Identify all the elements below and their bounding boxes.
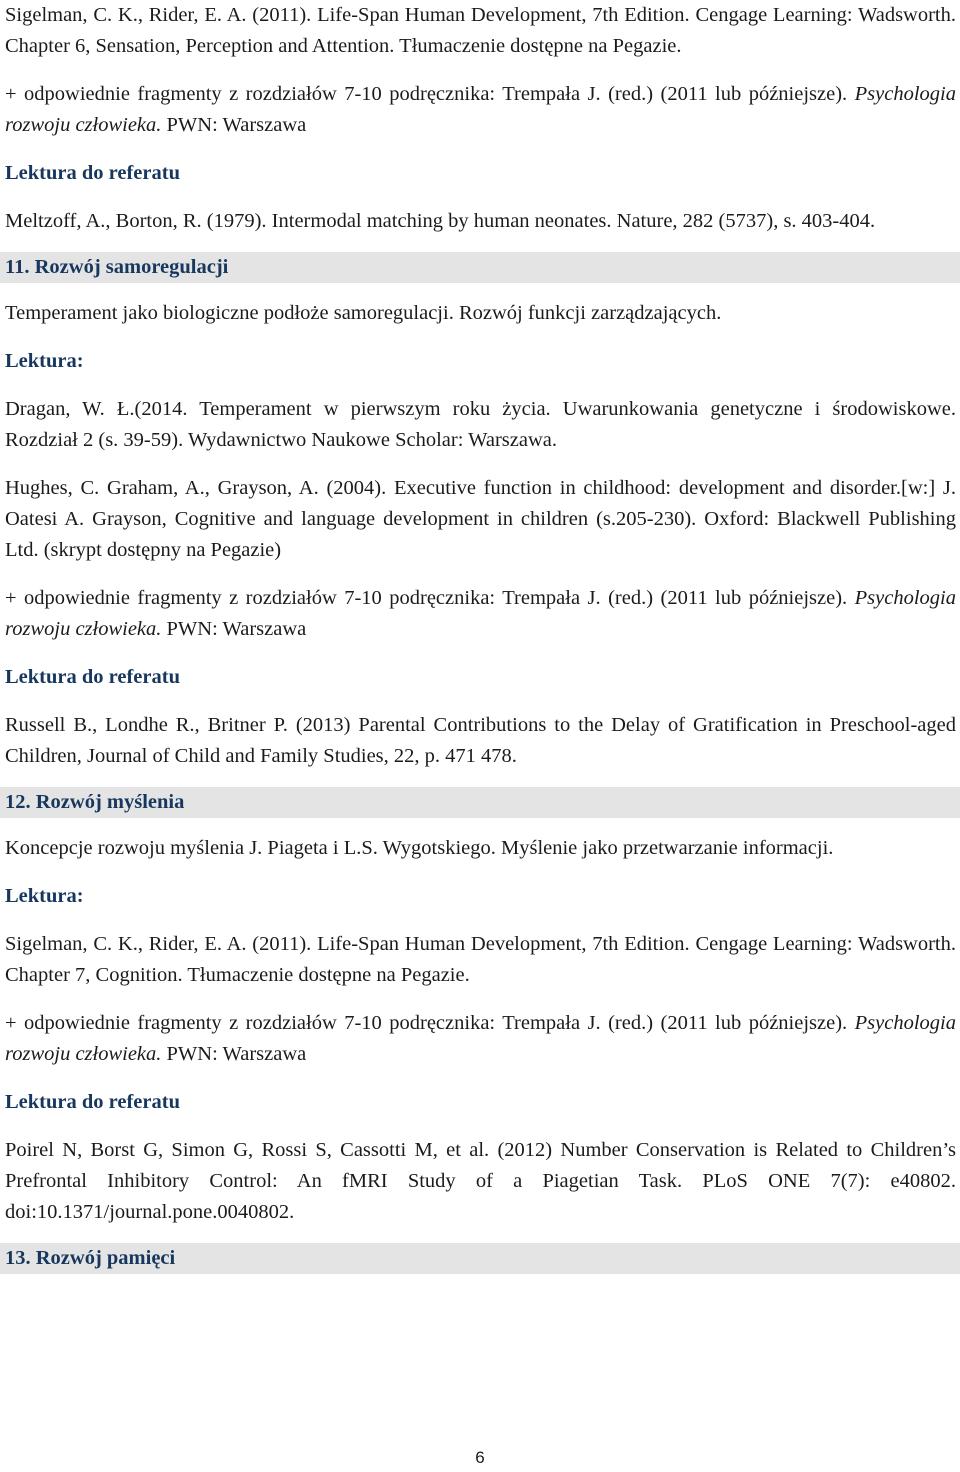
- reading-label-referat: Lektura do referatu: [5, 1091, 180, 1113]
- topic-description-12: Koncepcje rozwoju myślenia J. Piageta i L.S. Wygotskiego. Myślenie jako przetwarzanie informacji.: [5, 837, 834, 859]
- reading-label: Lektura:: [5, 350, 84, 372]
- reading-label-referat: Lektura do referatu: [5, 162, 180, 184]
- textbook-fragment-text: + odpowiednie fragmenty z rozdziałów 7-10 podręcznika: Trempała J. (red.) (2011 lub późniejsze).: [5, 1012, 855, 1034]
- reading-label: Lektura:: [5, 885, 84, 907]
- section-heading-13: 13. Rozwój pamięci: [0, 1243, 960, 1274]
- textbook-fragment-text: + odpowiednie fragmenty z rozdziałów 7-10 podręcznika: Trempała J. (red.) (2011 lub późniejsze).: [5, 83, 855, 105]
- textbook-publisher: PWN: Warszawa: [161, 1043, 307, 1065]
- reference-sigelman-ch6: Sigelman, C. K., Rider, E. A. (2011). Life-Span Human Development, 7th Edition. Cengage Learning: Wadsworth. Chapter 6, Sensation, Perception and Attention. Tłumaczenie dostępne na Pegazie.: [5, 4, 956, 57]
- reference-meltzoff: Meltzoff, A., Borton, R. (1979). Intermodal matching by human neonates. Nature, 282 (5737), s. 403-404.: [5, 210, 876, 232]
- reference-sigelman-ch7: Sigelman, C. K., Rider, E. A. (2011). Life-Span Human Development, 7th Edition. Cengage Learning: Wadsworth. Chapter 7, Cognition. Tłumaczenie dostępne na Pegazie.: [5, 933, 956, 986]
- reference-poirel: Poirel N, Borst G, Simon G, Rossi S, Cassotti M, et al. (2012) Number Conservation is Related to Children’s Prefrontal Inhibitory Control: An fMRI Study of a Piagetian Task. PLoS ONE 7(7): e40802. doi:10.1371/journal.pone.0040802.: [5, 1139, 956, 1223]
- page-number: 6: [475, 1448, 485, 1467]
- reference-russell: Russell B., Londhe R., Britner P. (2013) Parental Contributions to the Delay of Gratification in Preschool-aged Children, Journal of Child and Family Studies, 22, p. 471 478.: [5, 714, 956, 767]
- textbook-title: Psychologia rozwoju człowieka.: [5, 83, 956, 136]
- textbook-title: Psychologia rozwoju człowieka.: [5, 587, 956, 640]
- reference-dragan: Dragan, W. Ł.(2014. Temperament w pierwszym roku życia. Uwarunkowania genetyczne i środowiskowe. Rozdział 2 (s. 39-59). Wydawnictwo Naukowe Scholar: Warszawa.: [5, 398, 956, 451]
- reading-label-referat: Lektura do referatu: [5, 666, 180, 688]
- textbook-title: Psychologia rozwoju człowieka.: [5, 1012, 956, 1065]
- textbook-reference-1: [5, 79, 956, 141]
- reference-hughes: Hughes, C. Graham, A., Grayson, A. (2004). Executive function in childhood: development and disorder.[w:] J. Oatesi A. Grayson, Cognitive and language development in children (s.205-230). Oxford: Blackwell Publishing Ltd. (skrypt dostępny na Pegazie): [5, 477, 956, 561]
- textbook-publisher: PWN: Warszawa: [161, 114, 307, 136]
- textbook-reference-3: [5, 1008, 956, 1070]
- section-heading-12: 12. Rozwój myślenia: [0, 787, 960, 818]
- section-heading-11: 11. Rozwój samoregulacji: [0, 252, 960, 283]
- textbook-publisher: PWN: Warszawa: [161, 618, 307, 640]
- document-page: [5, 0, 956, 1274]
- topic-description-11: Temperament jako biologiczne podłoże samoregulacji. Rozwój funkcji zarządzających.: [5, 302, 722, 324]
- textbook-reference-2: [5, 583, 956, 645]
- textbook-fragment-text: + odpowiednie fragmenty z rozdziałów 7-10 podręcznika: Trempała J. (red.) (2011 lub późniejsze).: [5, 587, 855, 609]
